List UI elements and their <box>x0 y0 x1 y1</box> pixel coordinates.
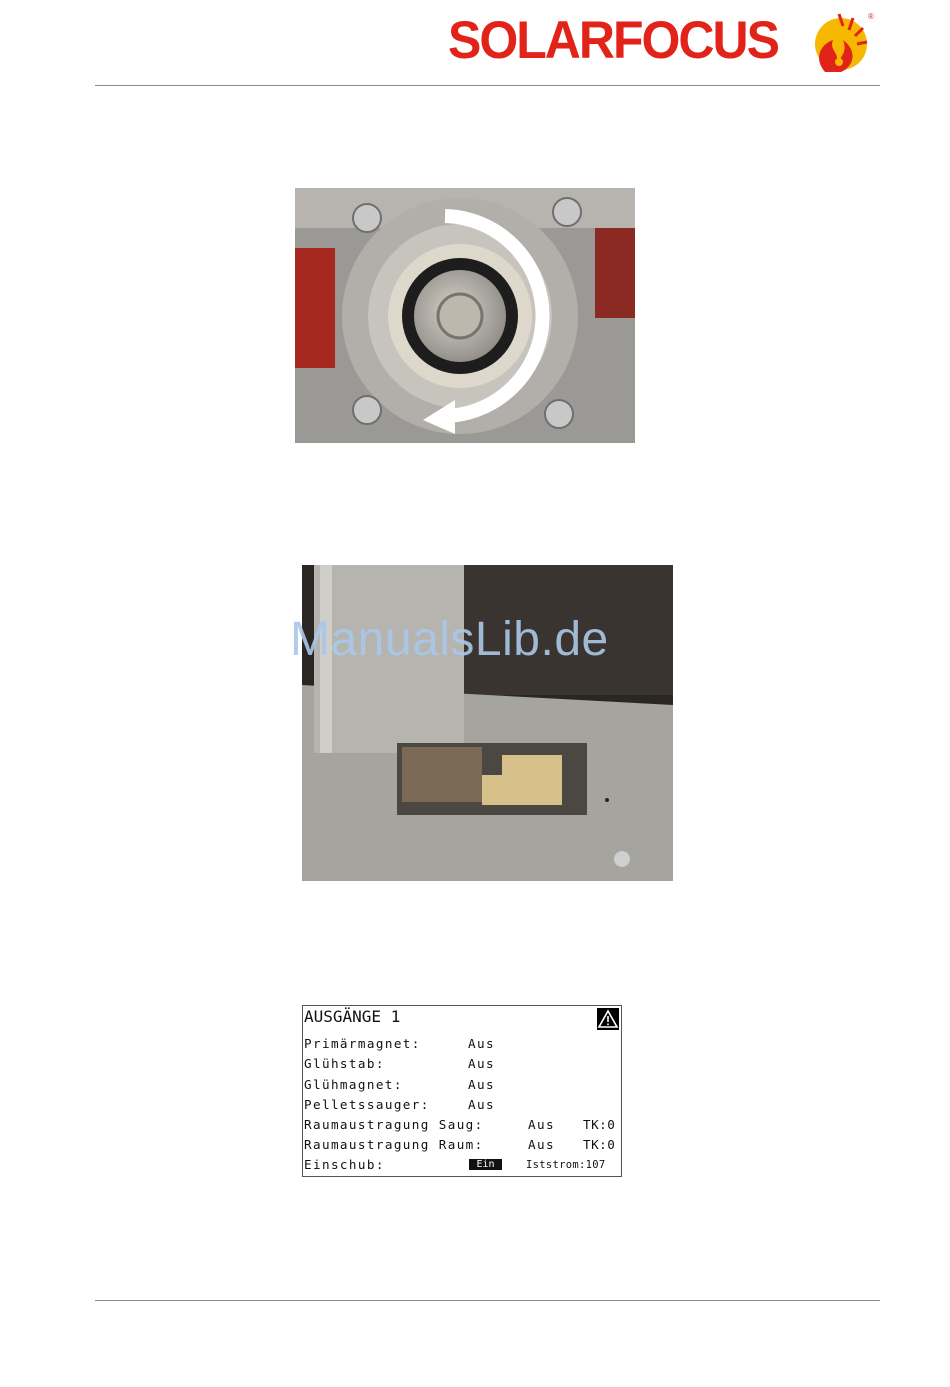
lcd-label-raumaustragung-raum: Raumaustragung Raum: <box>304 1137 484 1152</box>
lcd-title: AUSGÄNGE 1 <box>304 1007 401 1026</box>
lcd-value-primaermagnet: Aus <box>468 1036 495 1051</box>
lcd-display <box>302 1005 622 1177</box>
lcd-label-gluehmagnet: Glühmagnet: <box>304 1077 403 1092</box>
lcd-label-raumaustragung-saug: Raumaustragung Saug: <box>304 1117 484 1132</box>
lcd-label-einschub: Einschub: <box>304 1157 385 1172</box>
lcd-value-gluehstab: Aus <box>468 1056 495 1071</box>
watermark: ManualsLib.de <box>290 613 609 666</box>
lcd-label-pelletssauger: Pelletssauger: <box>304 1097 430 1112</box>
brand-flame-icon <box>803 10 875 76</box>
lcd-value-pelletssauger: Aus <box>468 1097 495 1112</box>
lcd-iststrom: Iststrom:107 <box>526 1159 606 1171</box>
lcd-label-gluehstab: Glühstab: <box>304 1056 385 1071</box>
lcd-value-einschub: Ein <box>469 1159 502 1170</box>
lcd-tk-saug: TK:0 <box>583 1117 616 1132</box>
lcd-value-raumaustragung-saug: Aus <box>528 1117 555 1132</box>
photo-motor-rotation <box>295 188 635 443</box>
lcd-label-primaermagnet: Primärmagnet: <box>304 1036 421 1051</box>
brand-logo <box>448 8 778 72</box>
warning-triangle-icon <box>597 1008 619 1030</box>
registered-mark: ® <box>868 12 874 21</box>
footer-rule <box>95 1300 880 1301</box>
header-rule <box>95 85 880 86</box>
motor-illustration <box>295 188 635 443</box>
lcd-tk-raum: TK:0 <box>583 1137 616 1152</box>
lcd-value-raumaustragung-raum: Aus <box>528 1137 555 1152</box>
lcd-value-gluehmagnet: Aus <box>468 1077 495 1092</box>
brand-wordmark: SOLARFOCUS <box>448 10 778 70</box>
